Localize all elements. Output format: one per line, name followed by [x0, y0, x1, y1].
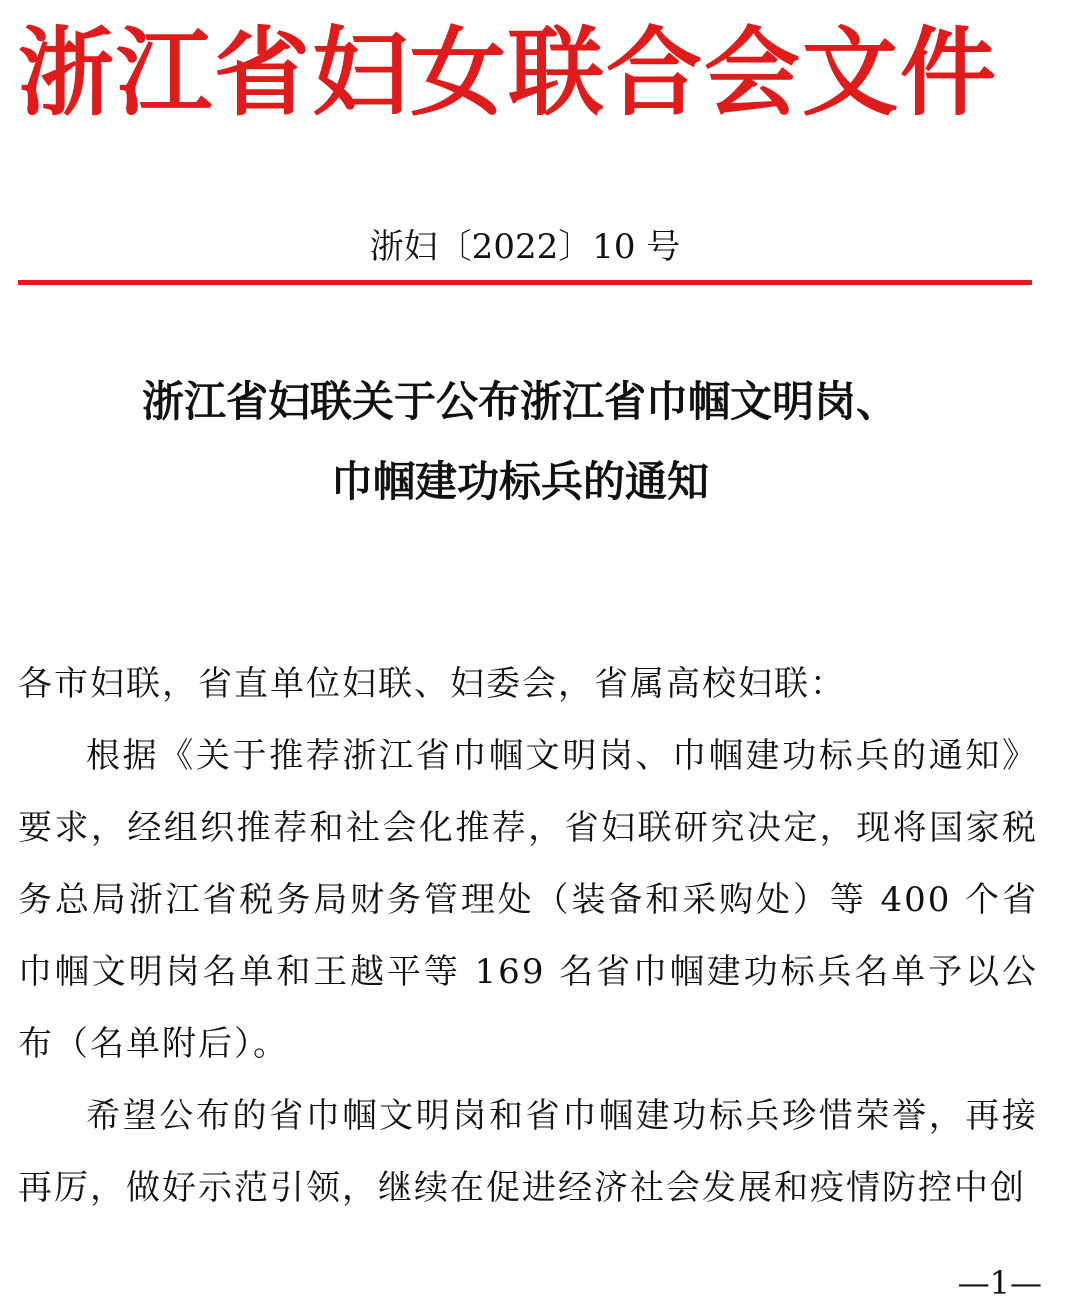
document-header-title: 浙江省妇女联合会文件 — [18, 17, 998, 129]
document-title-line-1: 浙江省妇联关于公布浙江省巾帼文明岗、 — [141, 377, 898, 426]
document-number: 浙妇〔2022〕10 号 — [369, 227, 681, 267]
document-body — [18, 648, 1038, 1224]
body-paragraph-1: 根据《关于推荐浙江省巾帼文明岗、巾帼建功标兵的通知》要求，经组织推荐和社会化推荐，省妇联研究决定，现将国家税务总局浙江省税务局财务管理处（装备和采购处）等 400 个省巾帼文明岗名单和王越平等 169 名省巾帼建功标兵名单予以公布（名单附后）。 — [18, 736, 1038, 1064]
header-red-divider — [18, 280, 1032, 285]
page-number: —1— — [957, 1264, 1042, 1302]
document-title — [0, 362, 1040, 522]
document-title-line-2: 巾帼建功标兵的通知 — [330, 457, 709, 506]
salutation: 各市妇联，省直单位妇联、妇委会，省属高校妇联： — [18, 664, 846, 704]
body-paragraph-2: 希望公布的省巾帼文明岗和省巾帼建功标兵珍惜荣誉，再接再厉，做好示范引领，继续在促进经济社会发展和疫情防控中创 — [18, 1096, 1038, 1208]
